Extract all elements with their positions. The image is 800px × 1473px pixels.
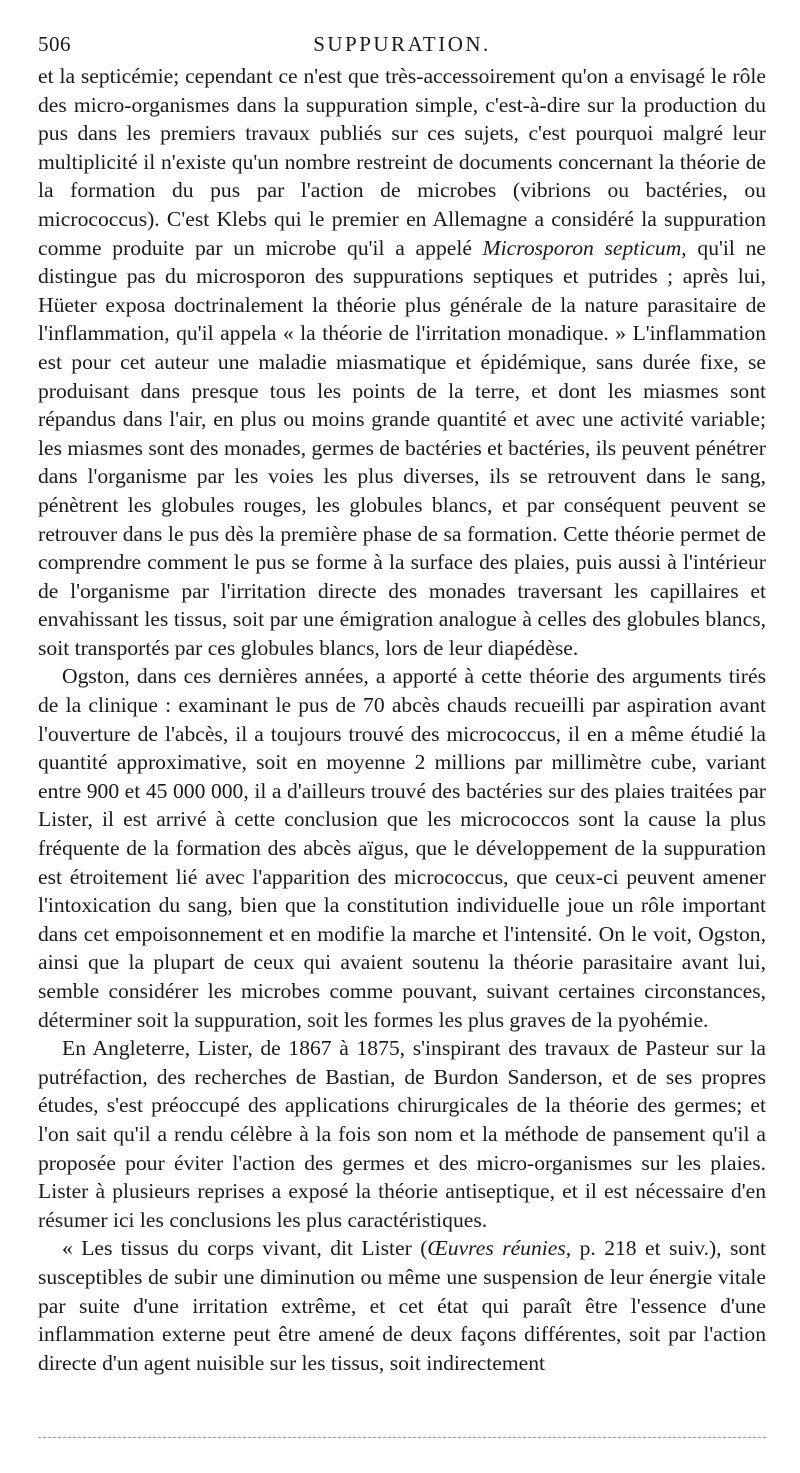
paragraph-text: « Les tissus du corps vivant, dit Lister (	[62, 1236, 428, 1261]
paragraph-continuation	[38, 62, 766, 662]
footer-rule	[38, 1437, 766, 1438]
paragraph-text: , p. 218 et suiv.), sont susceptibles de subir une diminution ou même une suspension de leur énergie vitale par suite d'une irritation extrême, et cet état qui paraît être l'essence d'une inflammation externe peut être amené de deux façons différentes, soit par l'action directe d'un agent nuisible sur les tissus, soit indirectement	[38, 1236, 766, 1375]
paragraph-text: , qu'il ne distingue pas du microsporon des suppurations septiques et putrides ; après lui, Hüeter exposa doctrinalement la théorie plus générale de la nature parasitaire de l'inflammation, qu'il appela « la théorie de l'irritation monadique. » L'inflammation est pour cet auteur une maladie miasmatique et épidémique, sans durée fixe, se produisant dans presque tous les points de la terre, et dont les miasmes sont répandus dans l'air, en plus ou moins grande quantité et avec une activité variable; les miasmes sont des monades, germes de bactéries et bactéries, ils peuvent pénétrer dans l'organisme par les voies les plus diverses, ils se retrouvent dans le sang, pénètrent les globules rouges, les globules blancs, et par conséquent peuvent se retrouver dans le pus dès la première phase de sa formation. Cette théorie permet de comprendre comment le pus se forme à la surface des plaies, puis aussi à l'intérieur de l'organisme par l'irritation directe des monades traversant les capillaires et envahissant les tissus, soit par une émigration analogue à celles des globules blancs, soit transportés par ces globules blancs, lors de leur diapédèse.	[38, 235, 767, 660]
paragraph-text: et la septicémie; cependant ce n'est que très-accessoirement qu'on a envisagé le rôle des micro-organismes dans la suppuration simple, c'est-à-dire sur la production du pus dans les premiers travaux publiés sur ces sujets, c'est pourquoi malgré leur multiplicité il n'existe qu'un nombre restreint de documents concernant la théorie de la formation du pus par l'action de microbes (vibrions ou bactéries, ou micrococcus). C'est Klebs qui le premier en Allemagne a considéré la suppuration comme produite par un microbe qu'il a appelé	[38, 64, 766, 260]
work-title-italic: Œuvres réunies	[427, 1236, 566, 1261]
paragraph-quotation	[38, 1234, 766, 1377]
body-text	[38, 62, 766, 1377]
running-head	[38, 26, 766, 60]
page-number: 506	[38, 32, 71, 56]
paragraph-lister: En Angleterre, Lister, de 1867 à 1875, s'inspirant des travaux de Pasteur sur la putréfaction, des recherches de Bastian, de Burdon Sanderson, et de ses propres études, s'est préoccupé des applications chirurgicales de la théorie des germes; et l'on sait qu'il a rendu célèbre à la fois son nom et la méthode de pansement qu'il a proposée pour éviter l'action des germes et des micro-organismes sur les plaies. Lister à plusieurs reprises a exposé la théorie antiseptique, et il est nécessaire d'en résumer ici les conclusions les plus caractéristiques.	[38, 1036, 766, 1232]
paragraph-ogston: Ogston, dans ces dernières années, a apporté à cette théorie des arguments tirés de la clinique : examinant le pus de 70 abcès chauds recueilli par aspiration avant l'ouverture de l'abcès, il a toujours trouvé des micrococcus, il en a même étudié la quantité approximative, soit en moyenne 2 millions par millimètre cube, variant entre 900 et 45 000 000, il a d'ailleurs trouvé des bactéries sur des plaies traitées par Lister, il est arrivé à cette conclusion que les micrococcos sont la cause la plus fréquente de la formation des abcès aïgus, que le développement de la suppuration est étroitement lié avec l'apparition des micrococcus, que ceux-ci peuvent amener l'intoxication du sang, bien que la constitution individuelle joue un rôle important dans cet empoisonnement et en modifie la marche et l'intensité. On le voit, Ogston, ainsi que la plupart de ceux qui avaient soutenu la théorie parasitaire avant lui, semble considérer les microbes comme pouvant, suivant certaines circonstances, déterminer soit la suppuration, soit les formes les plus graves de la pyohémie.	[38, 664, 766, 1032]
species-name-italic: Microsporon septicum	[482, 235, 682, 260]
running-title: SUPPURATION.	[313, 32, 491, 56]
